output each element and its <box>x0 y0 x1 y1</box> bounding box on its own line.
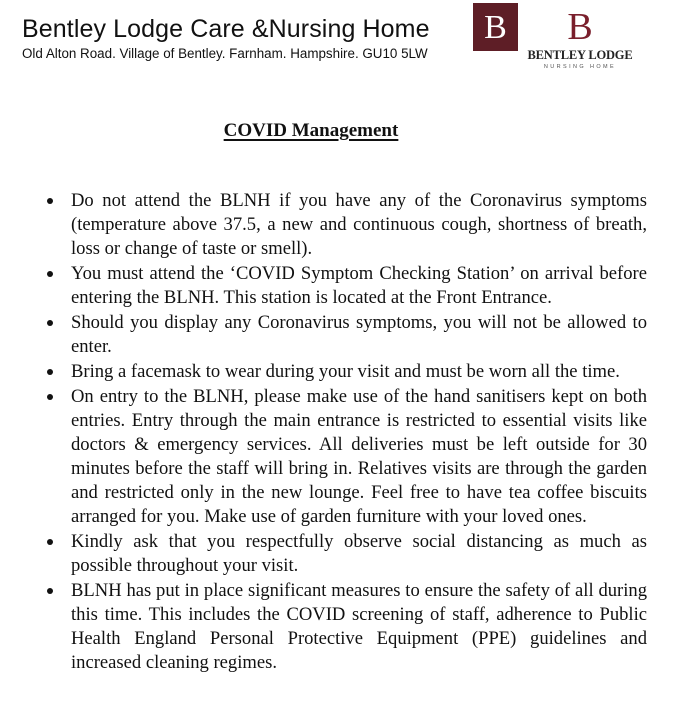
list-item-text: You must attend the ‘COVID Symptom Checking Station’ on arrival before entering the BLNH. This station is located at the Front Entrance. <box>71 263 647 308</box>
bullet-icon <box>47 320 53 326</box>
organization-name: Bentley Lodge Care &Nursing Home <box>22 15 430 43</box>
logo-mark-icon: B <box>567 6 593 48</box>
list-item-text: On entry to the BLNH, please make use of the hand sanitisers kept on both entries. Entry through the main entrance is restricted to essential visits like doctors & emergency services. All deliveries must be left outside for 30 minutes before the staff will bring in. Relatives visits are through the garden and restricted only in the new lounge. Feel free to have tea coffee biscuits arranged for you. Make use of garden furniture with your loved ones. <box>71 386 647 527</box>
organization-address: Old Alton Road. Village of Bentley. Farnham. Hampshire. GU10 5LW <box>22 46 428 61</box>
bentley-lodge-logo <box>520 6 640 74</box>
list-item-text: Do not attend the BLNH if you have any of the Coronavirus symptoms (temperature above 37.5, a new and continuous cough, shortness of breath, loss or change of taste or smell). <box>71 190 647 259</box>
logo-wordmark: BENTLEY LODGE <box>527 48 633 62</box>
list-item-text: Kindly ask that you respectfully observe social distancing as much as possible throughout your visit. <box>71 531 647 576</box>
logo-square-letter: B <box>484 9 507 46</box>
list-item-text: BLNH has put in place significant measures to ensure the safety of all during this time. This includes the COVID screening of staff, adherence to Public Health England Personal Protective Equipment (PPE) guidelines and increased cleaning regimes. <box>71 580 647 673</box>
list-item <box>47 360 647 384</box>
document-heading: COVID Management <box>223 120 399 141</box>
bullet-icon <box>47 394 53 400</box>
bullet-icon <box>47 369 53 375</box>
list-item <box>47 530 647 578</box>
list-item <box>47 579 647 675</box>
list-item <box>47 311 647 359</box>
list-item <box>47 385 647 529</box>
list-item <box>47 262 647 310</box>
bullet-icon <box>47 271 53 277</box>
bullet-icon <box>47 588 53 594</box>
list-item-text: Bring a facemask to wear during your visit and must be worn all the time. <box>71 361 620 382</box>
covid-rules-list <box>47 189 647 676</box>
bullet-icon <box>47 539 53 545</box>
list-item <box>47 189 647 261</box>
logo-square-icon <box>473 3 518 51</box>
list-item-text: Should you display any Coronavirus symptoms, you will not be allowed to enter. <box>71 312 647 357</box>
logo-tagline: NURSING HOME <box>543 64 617 70</box>
bullet-icon <box>47 198 53 204</box>
